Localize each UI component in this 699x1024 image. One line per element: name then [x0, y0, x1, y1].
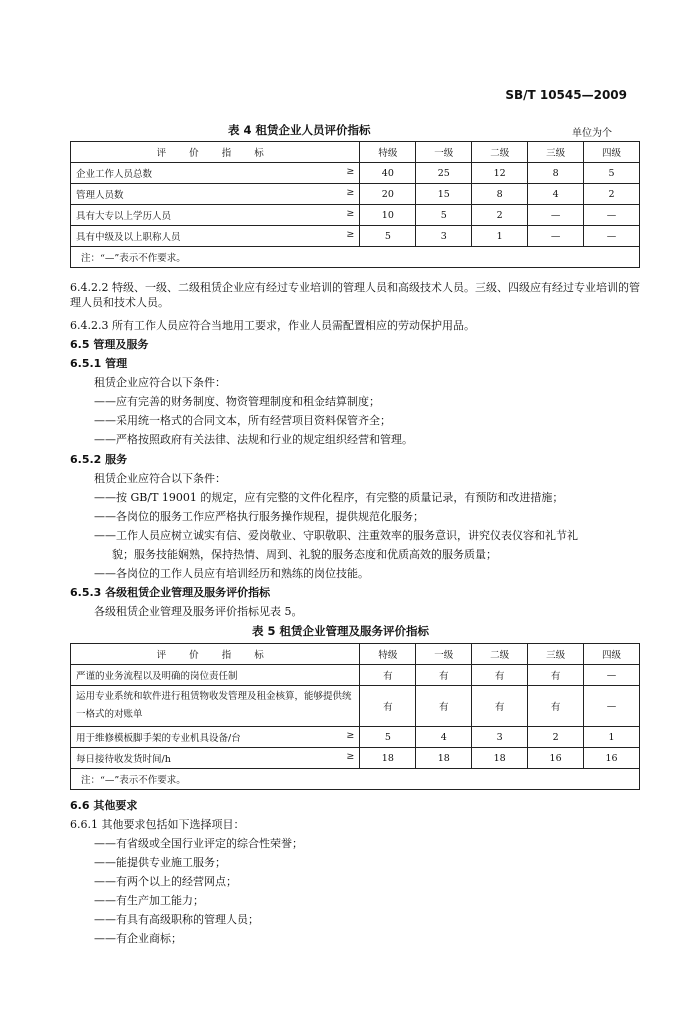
row-label: 具有中级及以上职称人员: [76, 232, 181, 243]
list-item: ——采用统一格式的合同文本，所有经营项目资料保管齐全；: [94, 414, 391, 427]
table-row: [71, 686, 640, 727]
section-heading-6-5: 6.5 管理及服务: [70, 338, 149, 351]
list-item-continuation: 貌；服务技能娴熟，保持热情、周到、礼貌的服务态度和优质高效的服务质量；: [112, 548, 497, 561]
table-row: [71, 163, 640, 184]
table5-header-row: [71, 644, 640, 665]
standard-code: SB/T 10545—2009: [505, 88, 627, 102]
operator: ≥: [346, 730, 355, 741]
value-cell: 有: [360, 665, 416, 686]
operator: ≥: [346, 187, 355, 198]
value-cell: —: [584, 205, 640, 226]
row-label: 运用专业系统和软件进行租赁物收发管理及租金核算，能够提供统一格式的对账单: [76, 691, 352, 720]
row-label-cell: [71, 163, 360, 184]
operator: ≥: [346, 751, 355, 762]
operator: ≥: [346, 166, 355, 177]
value-cell: 5: [584, 163, 640, 184]
clause-6-4-2-3: 6.4.2.3 所有工作人员应符合当地用工要求，作业人员需配置相应的劳动保护用品。: [70, 319, 475, 332]
section-heading-6-5-1: 6.5.1 管理: [70, 357, 128, 370]
header-cell: 特级: [360, 142, 416, 163]
paragraph: 租赁企业应符合以下条件：: [94, 472, 226, 485]
header-cell: 评 价 指 标: [71, 142, 360, 163]
value-cell: 25: [416, 163, 472, 184]
row-label: 每日接待收发货时间/h: [76, 754, 171, 765]
row-label: 管理人员数: [76, 190, 124, 201]
value-cell: 18: [472, 748, 528, 769]
value-cell: 3: [472, 727, 528, 748]
row-label-cell: [71, 727, 360, 748]
row-label-cell: [71, 226, 360, 247]
table5-note-row: [71, 769, 640, 790]
clause-6-4-2-2: 6.4.2.2 特级、一级、二级租赁企业应有经过专业培训的管理人员和高级技术人员。三级、四级应有经过专业培训的管理人员和技术人员。: [70, 281, 640, 309]
header-cell: 四级: [584, 142, 640, 163]
value-cell: —: [584, 665, 640, 686]
value-cell: 1: [472, 226, 528, 247]
section-heading-6-6: 6.6 其他要求: [70, 799, 138, 812]
row-label-cell: [71, 184, 360, 205]
header-cell: 四级: [584, 644, 640, 665]
operator: ≥: [346, 208, 355, 219]
table4-unit: 单位为个: [572, 128, 612, 139]
value-cell: 1: [584, 727, 640, 748]
table4-caption: 表 4 租赁企业人员评价指标: [228, 123, 371, 137]
header-cell: 评 价 指 标: [71, 644, 360, 665]
paragraph: 租赁企业应符合以下条件：: [94, 376, 226, 389]
value-cell: 有: [360, 686, 416, 727]
value-cell: 40: [360, 163, 416, 184]
table-row: [71, 205, 640, 226]
value-cell: 3: [416, 226, 472, 247]
row-label: 用于维修模板脚手架的专业机具设备/台: [76, 733, 241, 744]
value-cell: 4: [416, 727, 472, 748]
section-heading-6-5-3: 6.5.3 各级租赁企业管理及服务评价指标: [70, 586, 271, 599]
value-cell: 20: [360, 184, 416, 205]
value-cell: 2: [528, 727, 584, 748]
table-row: [71, 665, 640, 686]
value-cell: 18: [416, 748, 472, 769]
list-item: ——工作人员应树立诚实有信、爱岗敬业、守职敬职、注重效率的服务意识，讲究仪表仪容和礼节礼: [94, 529, 578, 542]
value-cell: —: [528, 226, 584, 247]
value-cell: —: [528, 205, 584, 226]
table-row: [71, 748, 640, 769]
paragraph: 各级租赁企业管理及服务评价指标见表 5。: [94, 605, 303, 618]
value-cell: 有: [528, 665, 584, 686]
header-cell: 一级: [416, 644, 472, 665]
header-cell: 二级: [472, 142, 528, 163]
list-item: ——有企业商标；: [94, 932, 182, 945]
list-item: ——按 GB/T 19001 的规定，应有完整的文件化程序，有完整的质量记录，有预防和改进措施；: [94, 491, 564, 504]
list-item: ——有两个以上的经营网点；: [94, 875, 237, 888]
value-cell: 5: [360, 727, 416, 748]
row-label-cell: [71, 748, 360, 769]
list-item: ——能提供专业施工服务；: [94, 856, 226, 869]
value-cell: 有: [416, 686, 472, 727]
table5-caption: 表 5 租赁企业管理及服务评价指标: [252, 624, 430, 638]
value-cell: 2: [472, 205, 528, 226]
value-cell: 5: [416, 205, 472, 226]
table5: [70, 643, 640, 790]
table4: [70, 141, 640, 268]
table-note: 注：“—”表示不作要求。: [71, 247, 640, 268]
value-cell: —: [584, 226, 640, 247]
row-label: 严谨的业务流程以及明确的岗位责任制: [76, 671, 238, 682]
list-item: ——有具有高级职称的管理人员；: [94, 913, 259, 926]
list-item: ——各岗位的服务工作应严格执行服务操作规程，提供规范化服务；: [94, 510, 424, 523]
list-item: ——有生产加工能力；: [94, 894, 204, 907]
value-cell: 2: [584, 184, 640, 205]
table-row: [71, 226, 640, 247]
value-cell: 15: [416, 184, 472, 205]
row-label-cell: [71, 665, 360, 686]
table-row: [71, 727, 640, 748]
value-cell: 16: [584, 748, 640, 769]
value-cell: 18: [360, 748, 416, 769]
value-cell: 12: [472, 163, 528, 184]
header-cell: 一级: [416, 142, 472, 163]
row-label: 具有大专以上学历人员: [76, 211, 172, 222]
operator: ≥: [346, 229, 355, 240]
value-cell: 5: [360, 226, 416, 247]
header-cell: 特级: [360, 644, 416, 665]
row-label-cell: [71, 205, 360, 226]
section-heading-6-5-2: 6.5.2 服务: [70, 453, 128, 466]
table-row: [71, 184, 640, 205]
table4-note-row: [71, 247, 640, 268]
value-cell: 有: [528, 686, 584, 727]
value-cell: 10: [360, 205, 416, 226]
header-cell: 二级: [472, 644, 528, 665]
list-item: ——各岗位的工作人员应有培训经历和熟练的岗位技能。: [94, 567, 369, 580]
value-cell: 有: [472, 665, 528, 686]
list-item: ——应有完善的财务制度、物资管理制度和租金结算制度；: [94, 395, 380, 408]
value-cell: 16: [528, 748, 584, 769]
header-cell: 三级: [528, 644, 584, 665]
value-cell: 有: [472, 686, 528, 727]
row-label: 企业工作人员总数: [76, 169, 153, 180]
value-cell: —: [584, 686, 640, 727]
list-item: ——有省级或全国行业评定的综合性荣誉；: [94, 837, 303, 850]
header-cell: 三级: [528, 142, 584, 163]
value-cell: 8: [528, 163, 584, 184]
row-label-cell: [71, 686, 360, 727]
clause-6-6-1: 6.6.1 其他要求包括如下选择项目：: [70, 818, 245, 831]
value-cell: 有: [416, 665, 472, 686]
value-cell: 4: [528, 184, 584, 205]
table4-header-row: [71, 142, 640, 163]
table-note: 注：“—”表示不作要求。: [71, 769, 640, 790]
value-cell: 8: [472, 184, 528, 205]
list-item: ——严格按照政府有关法律、法规和行业的规定组织经营和管理。: [94, 433, 413, 446]
